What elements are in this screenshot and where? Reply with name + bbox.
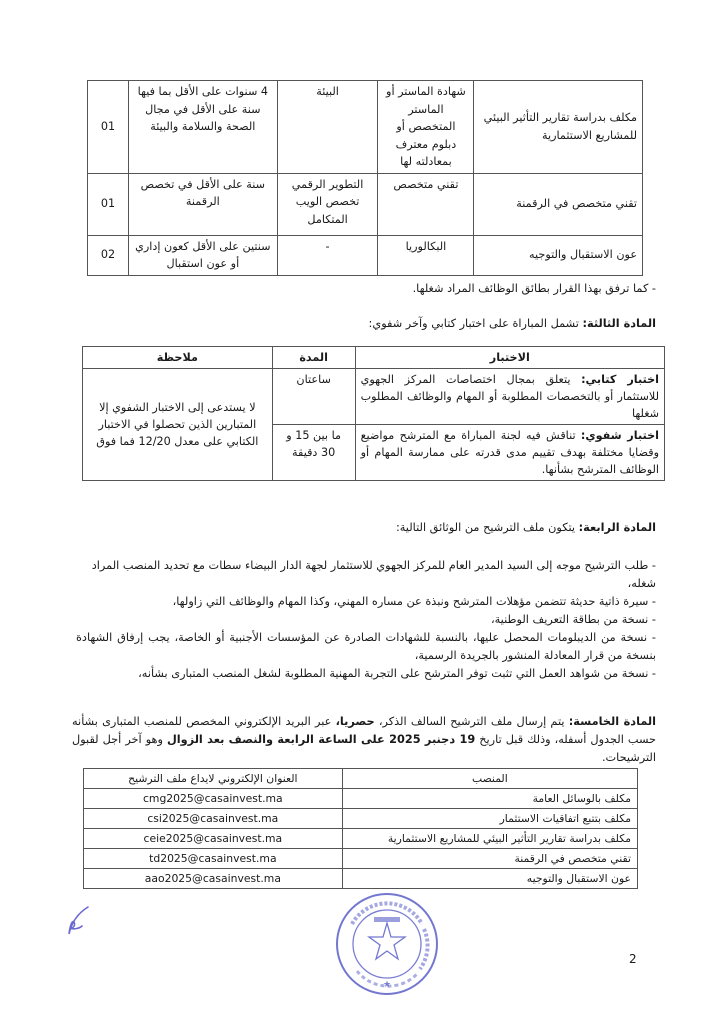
deadline-text: 19 دجنبر 2025 على الساعة الرابعة والنصف بعد الزوال [166, 733, 476, 746]
article-4-text: يتكون ملف الترشيح من الوثائق التالية: [395, 521, 579, 534]
article-5-emphasis: حصريا، [335, 715, 375, 728]
attachment-note: - كما ترفق بهذا القرار بطائق الوظائف المراد شغلها. [412, 282, 656, 295]
written-duration: ساعتان [272, 369, 355, 425]
table-header-row [84, 769, 638, 789]
list-item: - طلب الترشيح موجه إلى السيد المدير العام للمركز الجهوي للاستثمار لجهة الدار البيضاء سطات مع تحديد المنصب المراد شغله، [91, 559, 656, 590]
written-exam-text: يتعلق بمجال اختصاصات المركز الجهوي للاستثمار أو بالتخصصات المطلوبة أو المهام والوظائف المطلوب شغلها [360, 373, 659, 420]
experience-cell: سنتين على الأقل كعون إداري أو عون استقبال [128, 235, 277, 275]
header-test: الاختبار [355, 347, 664, 369]
header-duration: المدة [272, 347, 355, 369]
article-5-text: يتم إرسال ملف الترشيح السالف الذكر، [374, 715, 569, 728]
oral-exam-cell [355, 425, 664, 481]
table-row [84, 869, 638, 889]
oral-exam-label: اختبار شفوي: [580, 429, 659, 442]
email-link[interactable]: aao2025@casainvest.ma [84, 869, 343, 889]
count-cell: 02 [88, 235, 129, 275]
count-cell: 01 [88, 173, 129, 235]
list-item: - نسخة من شواهد العمل التي تثبت توفر المترشح على التجربة المهنية المطلوبة لشغل المنصب المتبارى بشأنه، [138, 667, 656, 680]
svg-text:★: ★ [382, 980, 392, 990]
diploma-cell: تقني متخصص [378, 173, 474, 235]
email-link[interactable]: cmg2025@casainvest.ma [84, 789, 343, 809]
list-item: - نسخة من بطاقة التعريف الوطنية، [490, 613, 656, 626]
header-note: ملاحظة [83, 347, 273, 369]
article-4-label: المادة الرابعة: [578, 521, 656, 534]
position-cell: عون الاستقبال والتوجيه [342, 869, 637, 889]
article-4 [396, 519, 656, 537]
oral-exam-text: تناقش فيه لجنة المباراة مع المترشح مواضيع وقضايا مختلفة بهدف تقييم مدى قدرته على ممارسة المهام أو الوظائف المترشح بشأنها. [360, 429, 659, 476]
article-5-text: وهو آخر أجل لقبول الترشيحات. [72, 733, 656, 764]
table-row [88, 173, 643, 235]
article-5-text: عبر البريد الإلكتروني المخصص للمنصب المتبارى بشأنه حسب الجدول أسفله، وذلك قبل تاريخ [72, 715, 656, 746]
list-item: - نسخة من الديبلومات المحصل عليها، بالنسبة للشهادات الصادرة عن المؤسسات الأجنبية أو الخاصة، يجب إرفاق الشهادة بنسخة من قرار المعادلة المنشور بالجريدة الرسمية، [76, 631, 656, 662]
position-cell: مكلف بدراسة تقارير التأثير البيئي للمشاريع الاستثمارية [474, 81, 643, 174]
email-link[interactable]: td2025@casainvest.ma [84, 849, 343, 869]
experience-cell: سنة على الأقل في تخصص الرقمنة [128, 173, 277, 235]
table-row [84, 829, 638, 849]
exam-note: لا يستدعى إلى الاختبار الشفوي إلا المتبارين الذين تحصلوا في الاختبار الكتابي على معدل 12/20 فما فوق [83, 369, 273, 481]
table-row [83, 369, 665, 425]
header-position: المنصب [342, 769, 637, 789]
header-email: العنوان الإلكتروني لايداع ملف الترشيح [84, 769, 343, 789]
specialty-cell: البيئة [277, 81, 378, 174]
documents-list [76, 557, 656, 683]
position-cell: تقني متخصص في الرقمنة [474, 173, 643, 235]
positions-table [87, 80, 643, 276]
specialty-cell: - [277, 235, 378, 275]
written-exam-label: اختبار كتابي: [581, 373, 659, 386]
written-exam-cell [355, 369, 664, 425]
email-link[interactable]: ceie2025@casainvest.ma [84, 829, 343, 849]
specialty-cell: التطوير الرقمي تخصص الويب المتكامل [277, 173, 378, 235]
position-cell: مكلف بدراسة تقارير التأثير البيئي للمشاريع الاستثمارية [342, 829, 637, 849]
article-3 [369, 315, 656, 333]
table-row [84, 809, 638, 829]
exam-table [82, 346, 665, 481]
position-cell: مكلف بتتبع اتفاقيات الاستثمار [342, 809, 637, 829]
table-row [88, 235, 643, 275]
email-table [83, 768, 638, 889]
email-link[interactable]: csi2025@casainvest.ma [84, 809, 343, 829]
article-3-label: المادة الثالثة: [582, 317, 656, 330]
page-number: 2 [629, 952, 637, 966]
position-cell: عون الاستقبال والتوجيه [474, 235, 643, 275]
signature-icon [58, 904, 98, 940]
list-item: - سيرة ذاتية حديثة تتضمن مؤهلات المترشح ونبذة عن مساره المهني، وكذا المهام والوظائف التي زاولها، [172, 595, 656, 608]
oral-duration: ما بين 15 و 30 دقيقة [272, 425, 355, 481]
table-row [84, 789, 638, 809]
experience-cell: 4 سنوات على الأقل بما فيها سنة على الأقل في مجال الصحة والسلامة والبيئة [128, 81, 277, 174]
table-row [88, 81, 643, 174]
diploma-cell: البكالوريا [378, 235, 474, 275]
position-cell: مكلف بالوسائل العامة [342, 789, 637, 809]
table-header-row [83, 347, 665, 369]
official-stamp-icon [332, 889, 442, 999]
article-5-label: المادة الخامسة: [568, 715, 657, 728]
article-3-text: تشمل المباراة على اختبار كتابي وآخر شفوي: [368, 317, 583, 330]
article-5 [72, 713, 656, 767]
diploma-cell: شهادة الماستر أو الماستر المتخصص أو دبلوم معترف بمعادلته لها [378, 81, 474, 174]
position-cell: تقني متخصص في الرقمنة [342, 849, 637, 869]
count-cell: 01 [88, 81, 129, 174]
table-row [84, 849, 638, 869]
